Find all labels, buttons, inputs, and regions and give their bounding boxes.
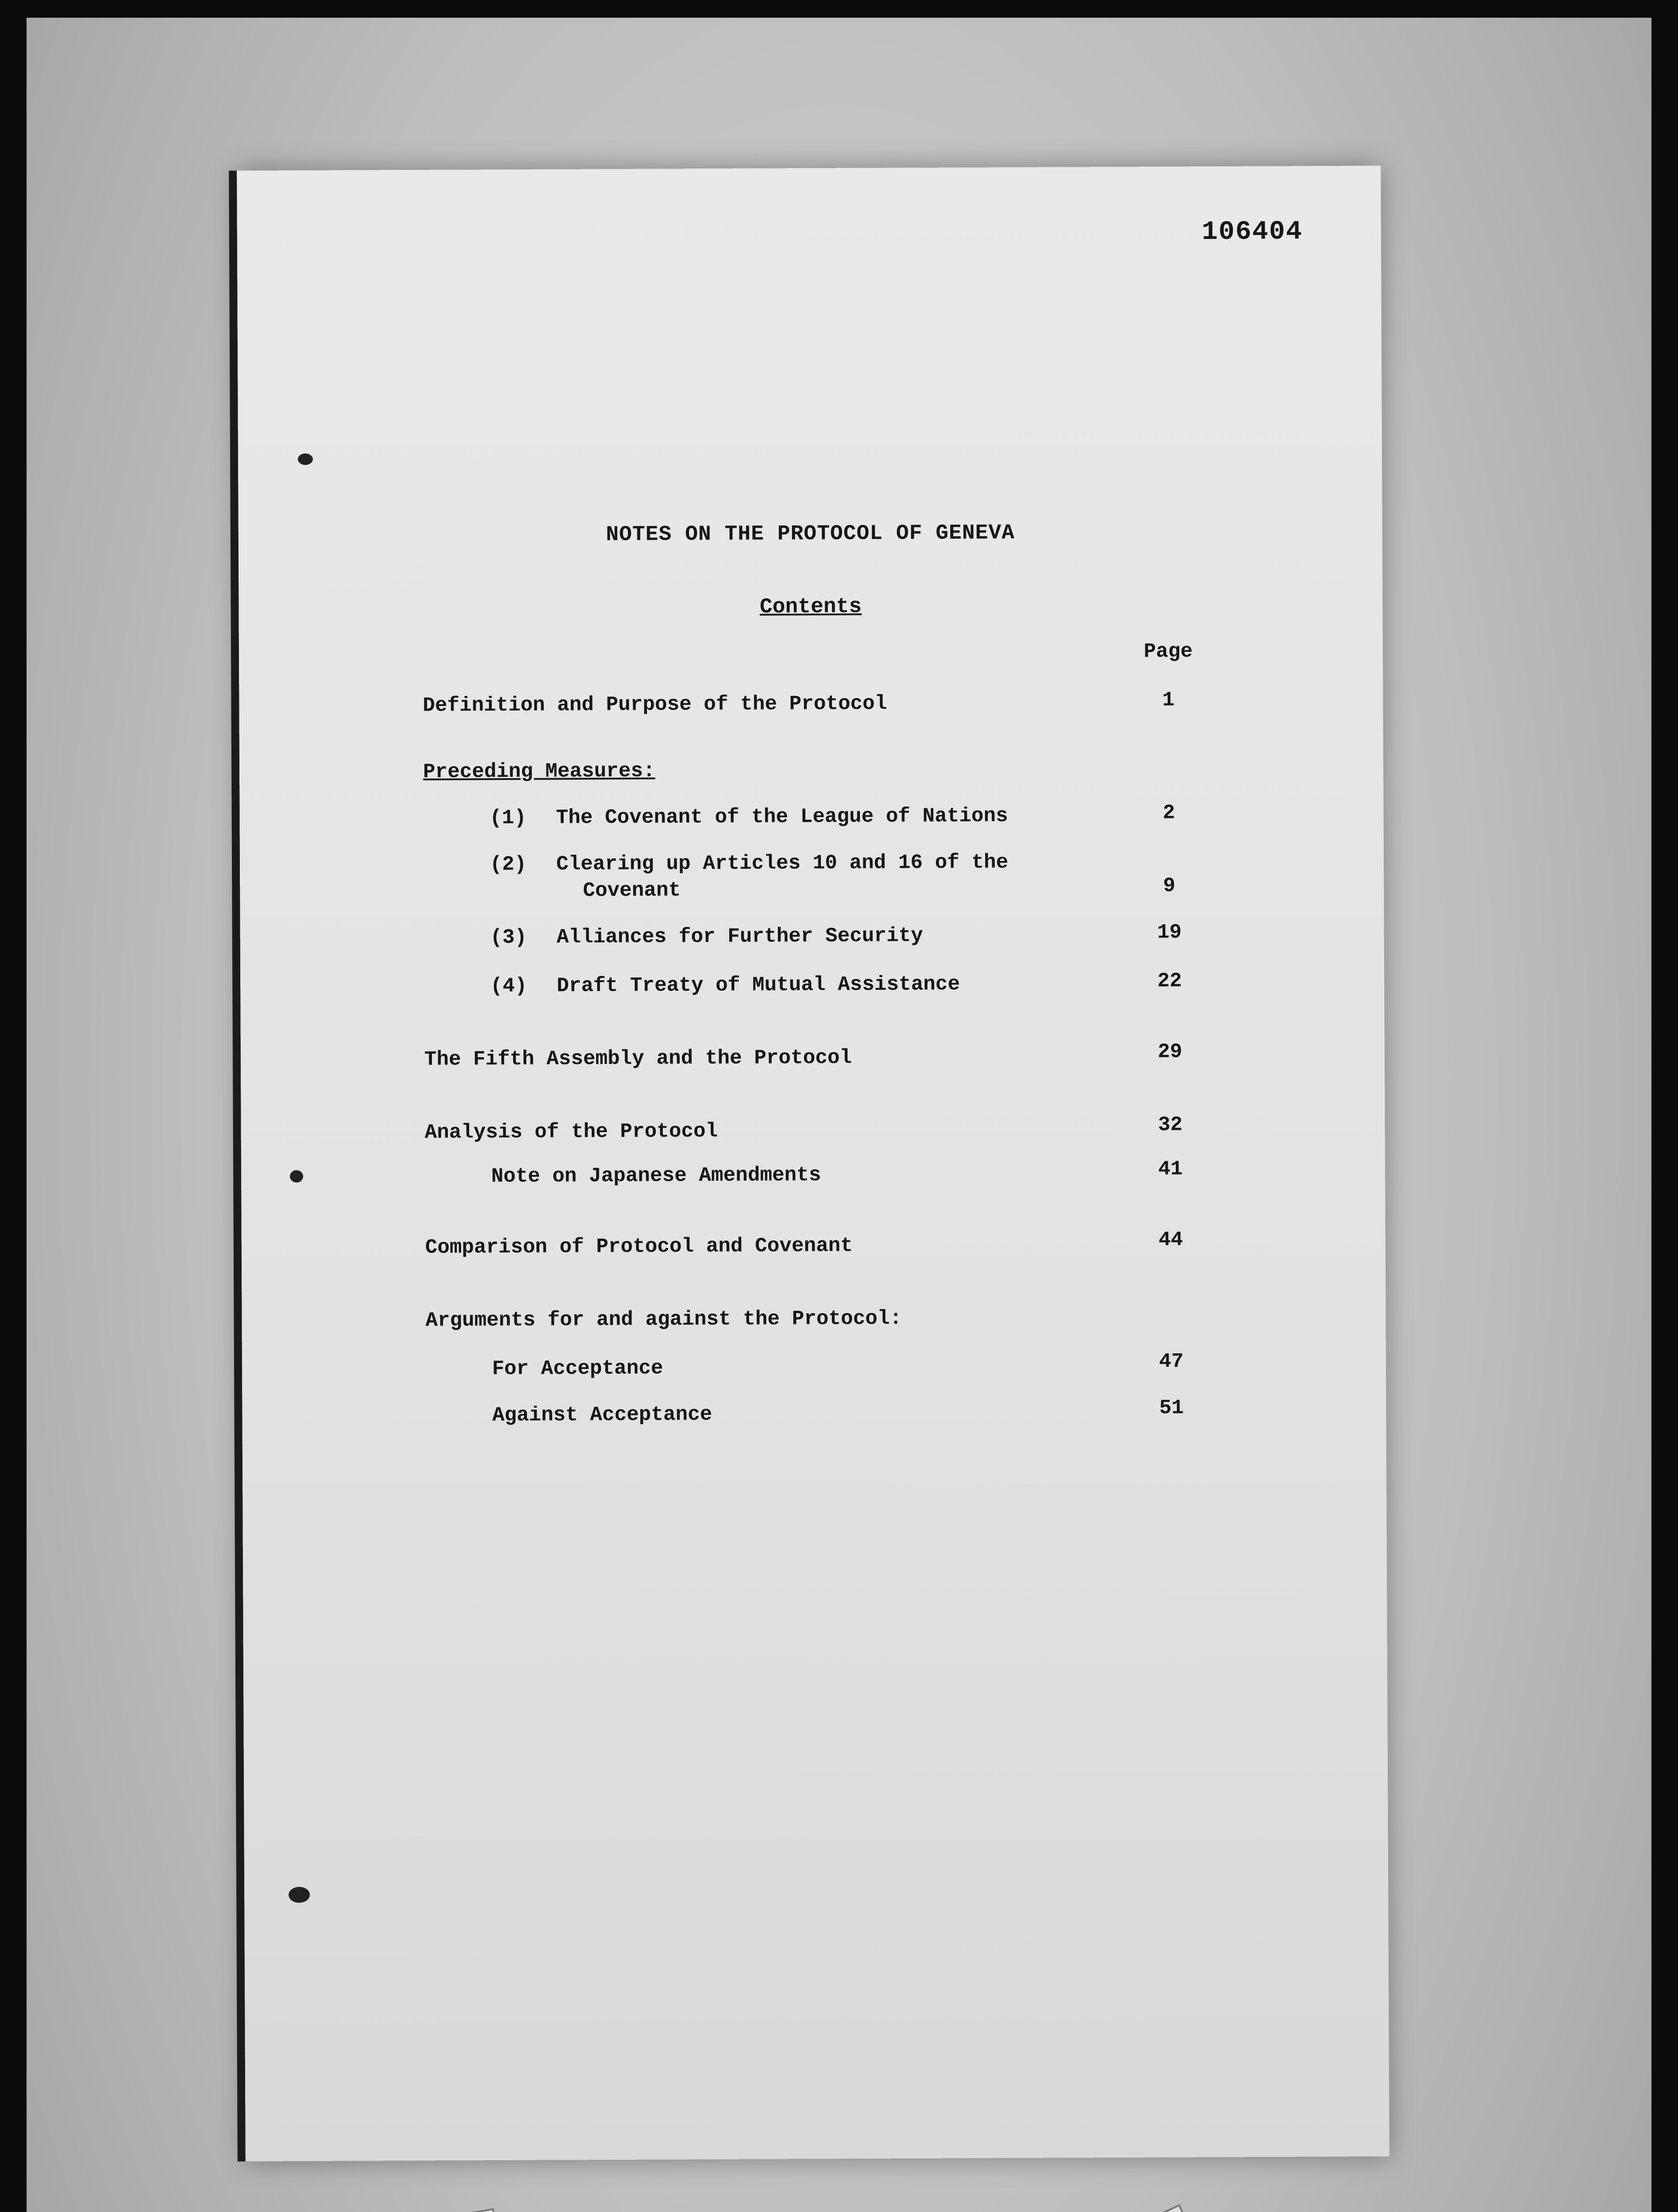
- ink-mark: [289, 1887, 310, 1903]
- toc-item-text: The Covenant of the League of Nations: [556, 804, 1008, 830]
- ink-mark: [290, 1170, 303, 1183]
- toc-page-number: 19: [1157, 921, 1182, 944]
- toc-entry-fifth-assembly: The Fifth Assembly and the Protocol: [424, 1046, 852, 1071]
- toc-page-number: 32: [1158, 1113, 1183, 1137]
- toc-item-text-continued: Covenant: [583, 879, 681, 902]
- toc-entry-for-acceptance: For Acceptance: [492, 1356, 663, 1381]
- toc-page-number: 1: [1162, 688, 1175, 712]
- page-column-heading: Page: [1143, 640, 1193, 663]
- toc-section-arguments: Arguments for and against the Protocol:: [425, 1307, 902, 1332]
- toc-page-number: 2: [1162, 801, 1175, 825]
- toc-entry-comparison: Comparison of Protocol and Covenant: [425, 1234, 853, 1259]
- toc-page-number: 22: [1157, 969, 1182, 993]
- toc-entry-against-acceptance: Against Acceptance: [492, 1403, 712, 1427]
- toc-entry-analysis: Analysis of the Protocol: [424, 1119, 718, 1144]
- toc-item-text: Draft Treaty of Mutual Assistance: [557, 972, 960, 998]
- document-number: 106404: [1201, 217, 1303, 248]
- toc-item-text: Clearing up Articles 10 and 16 of the: [556, 851, 1008, 876]
- toc-page-number: 47: [1159, 1350, 1184, 1373]
- toc-page-number: 41: [1158, 1157, 1183, 1181]
- toc-entry-definition: Definition and Purpose of the Protocol: [423, 692, 887, 717]
- film-frame-top: [0, 0, 1678, 18]
- tape-piece: [1072, 2204, 1215, 2212]
- film-frame-left: [0, 0, 27, 2212]
- toc-item-number: (3): [490, 926, 527, 949]
- document-page: [237, 165, 1389, 2161]
- toc-page-number: 29: [1158, 1040, 1182, 1064]
- toc-entry-articles: [490, 850, 1242, 876]
- toc-item-text: Alliances for Further Security: [556, 924, 924, 949]
- toc-item-number: (1): [489, 806, 527, 830]
- toc-page-number: 51: [1159, 1396, 1184, 1420]
- toc-page-number: 44: [1158, 1228, 1183, 1252]
- document-title: NOTES ON THE PROTOCOL OF GENEVA: [606, 521, 1015, 547]
- toc-page-number: 9: [1163, 874, 1176, 898]
- film-frame-right: [1651, 0, 1678, 2212]
- toc-item-number: (4): [490, 974, 527, 998]
- toc-section-preceding-measures: Preceding Measures:: [423, 759, 655, 783]
- toc-entry-japanese-amendments: Note on Japanese Amendments: [491, 1163, 821, 1188]
- toc-item-number: (2): [489, 853, 527, 876]
- tape-piece: [390, 2208, 512, 2212]
- contents-heading: Contents: [759, 595, 862, 619]
- ink-mark: [298, 453, 313, 465]
